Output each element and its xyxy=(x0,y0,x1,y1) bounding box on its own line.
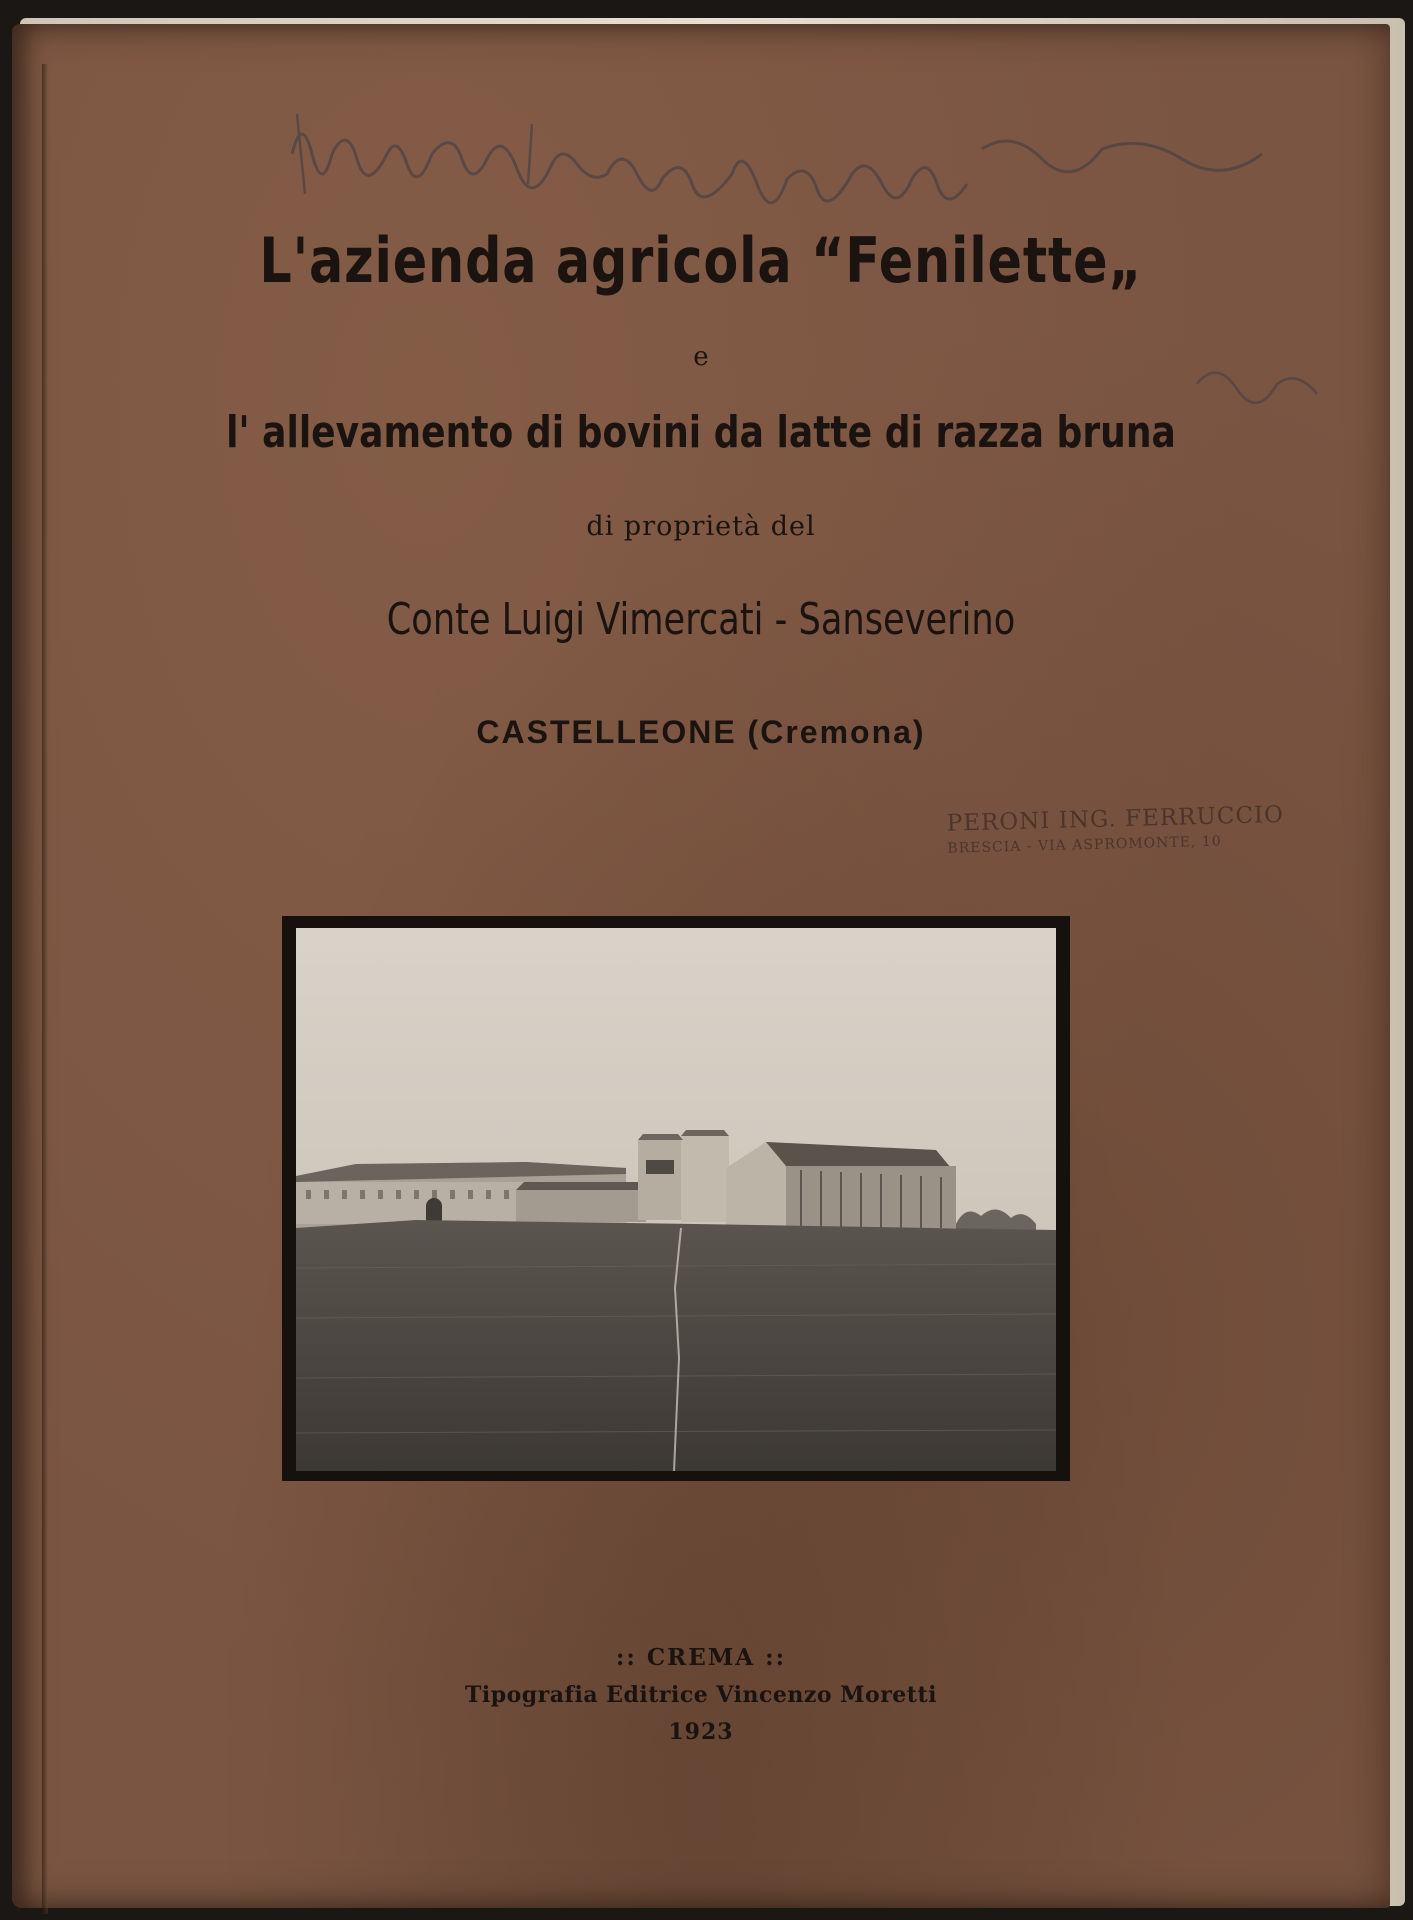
imprint-printer: Tipografia Editrice Vincenzo Moretti xyxy=(465,1682,937,1708)
farm-photograph xyxy=(296,928,1056,1471)
photo-frame xyxy=(282,916,1070,1481)
owner-name: Conte Luigi Vimercati - Sanseverino xyxy=(386,594,1016,645)
owner-stamp xyxy=(946,801,1307,856)
stamp-address: BRESCIA - VIA ASPROMONTE, 10 xyxy=(947,833,1222,857)
cover-board xyxy=(12,24,1390,1908)
book-title: L'azienda agricola “Fenilette„ xyxy=(259,224,1143,297)
owner-intro: di proprietà del xyxy=(586,511,816,542)
pencil-handwriting-mark xyxy=(282,94,1322,204)
imprint-city: :: CREMA :: xyxy=(615,1644,787,1671)
title-conjunction: e xyxy=(693,342,709,372)
imprint-year: 1923 xyxy=(668,1719,734,1745)
location: CASTELLEONE (Cremona) xyxy=(476,714,926,750)
farm-buildings-image xyxy=(296,928,1056,1471)
stamp-name: PERONI ING. FERRUCCIO xyxy=(946,801,1285,837)
book-subtitle: l' allevamento di bovini da latte di razza bruna xyxy=(226,407,1176,458)
